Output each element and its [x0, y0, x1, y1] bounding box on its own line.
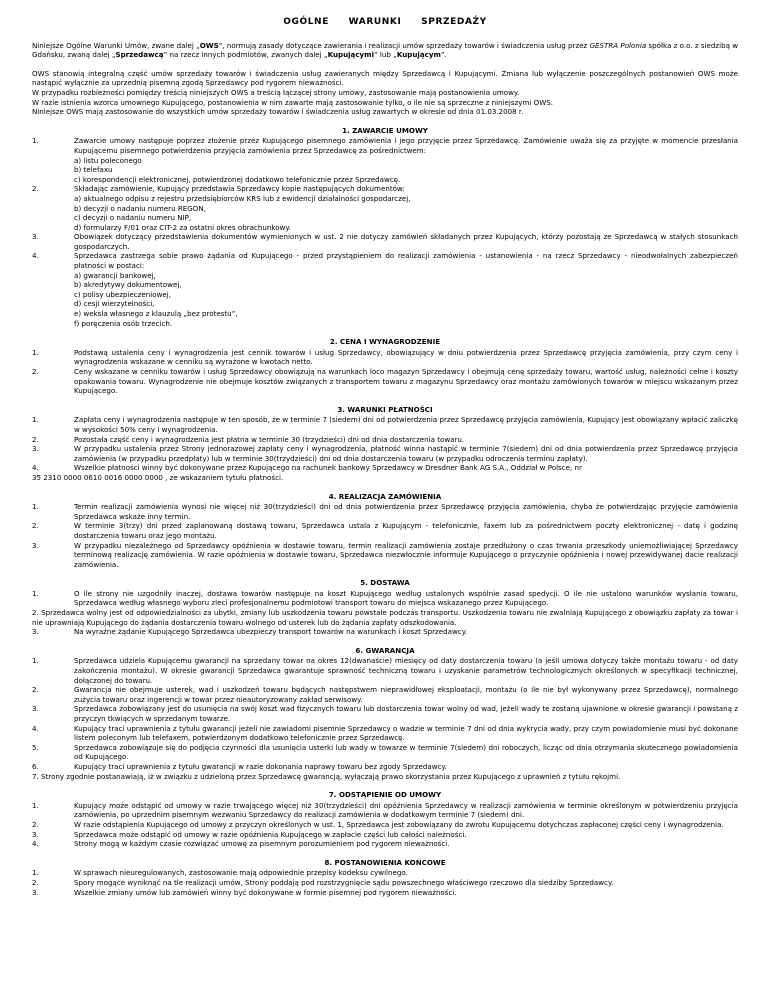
clause-number: 1. [32, 588, 39, 598]
section [32, 578, 738, 637]
intro-line: Niniejsze OWS mają zastosowanie do wszystkich umów sprzedaży towarów i świadczenia usług zawartych w okresie od dnia 01.03.2008 r. [32, 107, 524, 117]
clause-text: Kupujący traci uprawnienia z tytułu gwarancji w razie dokonania naprawy towaru bez zgody Sprzedawcy. [74, 761, 447, 771]
clause-text: W przypadku niezależnego od Sprzedawcy opóźnienia w dostawie towaru, termin realizacji zamówienia zostaje przedłużony o czas trwania przeszkody uniemożliwiającej Sprzedawcy terminową realizację zamówienia. W razie opóźnienia w dostawie towaru, Sprzedawca niezwłocznie informuje Kupującego o przyczynie opóźnienia i nowej przewidywanej dacie realizacji zamówienia. [74, 540, 738, 569]
clause-item [32, 184, 738, 194]
clause-text: W terminie 3(trzy) dni przed zaplanowaną dostawą towaru, Sprzedawca ustala z Kupującym - telefonicznie, faxem lub za pośrednictwem poczty elektronicznej - datę i godzinę dostarczenia towaru oraz jego montażu. [74, 521, 738, 540]
section [32, 646, 738, 781]
clause-number: 1. [32, 502, 39, 512]
clause-subitem: c) decyzji o nadaniu numeru NIP, [74, 213, 192, 223]
clause-paragraph: 2. Sprzedawca wolny jest od odpowiedzialności za ubytki, zmiany lub uszkodzenia towaru powstałe podczas transportu. Uszkodzenia towaru nie zwalniają Kupującego z obowiązku zapłaty za towar i nie uprawniają Kupującego do żądania dostarczenia towaru wolnego od usterek lub do żądania zapłaty odszkodowania. [32, 608, 738, 627]
clause-paragraph: 35 2310 0000 0610 0016 0000 0000 , ze wskazaniem tytułu płatności. [32, 472, 284, 482]
clause-item [32, 348, 738, 367]
clause-text: Gwarancja nie obejmuje usterek, wad i uszkodzeń towaru będących następstwem nieprawidłowej eksploatacji, montażu (o ile nie był wykonywany przez Sprzedawcę), normalnego zużycia towaru oraz ingerencji w towar przez nieautoryzowany zakład serwisowy. [74, 685, 738, 704]
clause-text: Zawarcie umowy następuje poprzez złożenie przez Kupującego pisemnego zamówienia i jego przyjęcie przez Sprzedawcę. Zamówienie uważa się za przyjęte w momencie przesłania Kupującemu pisemnego potwierdzenia przyjęcia zamówienia przez Sprzedawcę za pośrednictwem: [74, 136, 738, 155]
clause-item [32, 762, 738, 772]
clause-text: W przypadku ustalenia przez Strony jednorazowej zapłaty ceny i wynagrodzenia, płatność winna nastąpić w terminie 7(siedem) dni od dnia potwierdzenia przez Sprzedawcę przyjęcia zamówienia (w przypadku przedpłaty) lub w terminie 30(trzydzieści) dni od dnia dostarczenia towaru (w przypadku odroczenia terminu zapłaty). [74, 444, 738, 463]
clause-item [32, 251, 738, 270]
clause-text: Termin realizacji zamówienia wynosi nie więcej niż 30(trzydzieści) dni od dnia potwierdzenia przez Sprzedawcę przyjęcia zamówienia, chyba że potwierdzając przyjęcie zamówienia Sprzedawca wskaże inny termin. [74, 502, 738, 521]
clause-number: 1. [32, 868, 39, 878]
intro-notes [32, 69, 738, 117]
clause-number: 3. [32, 540, 39, 550]
clause-text: Sprzedawca udziela Kupującemu gwarancji na sprzedany towar na okres 12(dwanaście) miesięcy od daty dostarczenia towaru (a jeśli umowa dotyczy także montażu towaru - od daty zakończenia montażu). W okresie gwarancji Sprzedawca gwarantuje sprawność techniczną towaru i uzyskanie parametrów technologicznych określonych w specyfikacji technicznej, dołączonej do towaru. [74, 656, 738, 685]
clause-number: 4. [32, 839, 39, 849]
clause-item [32, 444, 738, 463]
clause-text: O ile strony nie uzgodniły inaczej, dostawa towarów następuje na koszt Kupującego według ustalonych wspólnie zasad spedycji. O ile nie ustalono warunków wysłania towaru, Sprzedawca według własnego wyboru zleci profesjonalnemu podmiotowi transport towaru do miejsca wskazanego przez Kupującego. [74, 588, 738, 608]
intro-text-run: Kupującym [396, 50, 441, 60]
clause-text: Spory mogące wyniknąć na tle realizacji umów, Strony poddają pod rozstrzygnięcie sądu powszechnego właściwego rzeczowo dla siedziby Sprzedawcy. [74, 877, 614, 887]
clause-text: Składając zamówienie, Kupujący przedstawia Sprzedawcy kopie następujących dokumentów: [74, 184, 405, 194]
clause-number: 5. [32, 742, 39, 752]
document-title: OGÓLNE WARUNKI SPRZEDAŻY [283, 17, 487, 27]
clause-item [32, 878, 738, 888]
clause-subitem: f) poręczenia osób trzecich. [74, 318, 173, 328]
intro-text-run: Niniejsze Ogólne Warunki Umów, zwane dalej „ [32, 40, 200, 50]
clause-number: 3. [32, 444, 39, 454]
intro-text-run: ”, normują zasady dotyczące zawierania i realizacji umów sprzedaży towarów i świadczenia usług przez [218, 40, 590, 50]
clause-text: W sprawach nieuregulowanych, zastosowanie mają odpowiednie przepisy kodeksu cywilnego. [74, 868, 408, 878]
clause-text: Pozostała część ceny i wynagrodzenia jest płatna w terminie 30 (trzydzieści) dni od dnia dostarczenia towaru. [74, 434, 465, 444]
clause-subitem: b) decyzji o nadaniu numeru REGON, [74, 203, 206, 213]
clause-text: Sprzedawca zobowiązuje się do podjęcia czynności dla usunięcia usterki lub wady w towarze w terminie 7(siedem) dni roboczych, licząc od dnia otrzymania skutecznego powiadomienia od Kupującego. [74, 742, 738, 762]
intro-text-run: ” lub „ [374, 50, 397, 60]
clause-item [32, 415, 738, 434]
clause-number: 2. [32, 184, 39, 194]
clause-text: Sprzedawca zobowiązany jest do usunięcia na swój koszt wad fizycznych towaru lub dostarczenia towar wolny od wad, jeżeli wady te zostaną ujawnione w okresie gwarancji i powstaną z przyczyn tkwiących w sprzedanym towarze. [74, 704, 738, 723]
clause-subitem: d) formularzy F/01 oraz CIT-2 za ostatni okres obrachunkowy. [74, 222, 291, 232]
clause-text: Sprzedawca zastrzega sobie prawo żądania od Kupującego - przed przystąpieniem do realizacji zamówienia - ustanowienia - na rzecz Sprzedawcy - nieodwołalnych zabezpieczeń płatności w postaci: [74, 251, 738, 271]
clause-item [32, 820, 738, 830]
section [32, 790, 738, 849]
clause-number: 1. [32, 136, 39, 146]
clause-text: Zapłata ceny i wynagrodzenia następuje w ten sposób, że w terminie 7 (siedem) dni od potwierdzenia przez Sprzedawcę przyjęcia zamówienia, Kupujący jest obowiązany wpłacić zaliczkę w wysokości 50% ceny i wynagrodzenia. [74, 415, 738, 434]
clause-subitem: a) aktualnego odpisu z rejestru przedsiębiorców KRS lub z ewidencji działalności gospodarczej, [74, 193, 411, 203]
clause-number: 2. [32, 819, 39, 829]
section-title: 1. ZAWARCIE UMOWY [342, 125, 428, 135]
clause-item [32, 521, 738, 540]
clause-number: 6. [32, 761, 39, 771]
clause-text: Podstawą ustalenia ceny i wynagrodzenia jest cennik towarów i usług Sprzedawcy, obowiązujący w dniu potwierdzenia przez Sprzedawcę przyjęcia zamówienia, przy czym ceny i wynagrodzenia wskazane w cenniku są wyrażone w kwotach netto. [74, 347, 738, 367]
clause-item [32, 868, 738, 878]
clause-subitem: e) weksla własnego z klauzulą „bez protestu”, [74, 309, 238, 319]
clause-item [32, 888, 738, 898]
section [32, 405, 738, 483]
clause-item [32, 830, 738, 840]
clause-subitem: d) cesji wierzytelności, [74, 299, 155, 309]
sections [32, 126, 738, 897]
clause-number: 3. [32, 232, 39, 242]
clause-subitem: b) akredytywy dokumentowej, [74, 280, 182, 290]
section-title: 5. DOSTAWA [360, 578, 410, 588]
clause-item [32, 656, 738, 685]
clause-text: Kupujący może odstąpić od umowy w razie trwającego więcej niż 30(trzydzieści) dni opóźnienia Sprzedawcy w realizacji zamówienia w terminie określonym w potwierdzeniu przyjęcia zamówienia, po uprzednim pisemnym wezwaniu Sprzedawcy do realizacji zamówienia w dodatkowym terminie 7 (siedem) dni. [74, 800, 738, 820]
section-title: 3. WARUNKI PŁATNOŚCI [337, 404, 433, 414]
clause-number: 4. [32, 723, 39, 733]
clause-number: 2. [32, 367, 39, 376]
clause-item [32, 502, 738, 521]
clause-item [32, 627, 738, 637]
clause-item [32, 136, 738, 155]
clause-number: 3. [32, 704, 39, 714]
clause-paragraph: 7. Strony zgodnie postanawiają, iż w związku z udzieloną przez Sprzedawcę gwarancją, wyłączają prawo skorzystania przez Kupującego z uprawnień z tytułu rękojmi. [32, 771, 621, 781]
clause-subitem: a) gwarancji bankowej, [74, 270, 156, 280]
section-title: 6. GWARANCJA [355, 645, 415, 655]
clause-text: Wszelkie płatności winny być dokonywane przez Kupującego na rachunek bankowy Sprzedawcy w Dresdner Bank AG S.A., Oddział w Polsce, nr [74, 463, 582, 473]
intro-text-run: Kupującymi [327, 50, 374, 60]
clause-number: 3. [32, 627, 39, 637]
clause-item [32, 801, 738, 820]
section [32, 858, 738, 897]
clause-text: W razie odstąpienia Kupującego od umowy z przyczyn określonych w ust. 1, Sprzedawca jest zobowiązany do zwrotu Kupującemu dotychczas zapłaconej części ceny i wynagrodzenia. [74, 819, 724, 829]
clause-number: 2. [32, 434, 39, 444]
intro-text-run: ”. [440, 50, 447, 60]
section-title: 7. ODSTĄPIENIE OD UMOWY [328, 790, 442, 800]
section [32, 337, 738, 396]
clause-number: 2. [32, 521, 39, 531]
clause-subitem: a) listu poleconego [74, 155, 142, 165]
clause-item [32, 435, 738, 445]
clause-text: Na wyraźne żądanie Kupującego Sprzedawca ubezpieczy transport towarów na warunkach i koszt Sprzedawcy. [74, 627, 468, 637]
section-title: 8. POSTANOWIENIA KOŃCOWE [324, 857, 446, 867]
clause-item [32, 724, 738, 743]
clause-text: Sprzedawca może odstąpić od umowy w razie opóźnienia Kupującego w zapłacie części lub całości należności. [74, 829, 467, 839]
clause-number: 4. [32, 463, 39, 473]
clause-item [32, 839, 738, 849]
clause-text: Strony mogą w każdym czasie rozwiązać umowę za pisemnym porozumieniem pod rygorem nieważności. [74, 839, 450, 849]
intro-text-run: Sprzedawcą [115, 50, 164, 60]
clause-number: 1. [32, 415, 39, 425]
intro-text-run: spółka z o.o. z siedzibą w Gdańsku, zwaną dalej „ [32, 40, 739, 60]
section [32, 492, 738, 570]
clause-item [32, 541, 738, 570]
clause-subitem: c) polisy ubezpieczeniowej, [74, 289, 171, 299]
clause-subitem: c) korespondencji elektronicznej, potwierdzonej dodatkowo telefonicznie przez Sprzedawcę. [74, 174, 401, 184]
intro-text-run: ” na rzecz innych podmiotów, zwanych dalej „ [163, 50, 328, 60]
intro-text-run: GESTRA Polonia [589, 40, 647, 50]
clause-item [32, 463, 738, 473]
clause-item [32, 685, 738, 704]
section [32, 126, 738, 328]
clause-text: Kupujący traci uprawnienia z tytułu gwarancji jeżeli nie zawiadomi pisemnie Sprzedawcy o wadzie w terminie 7 dni od dnia wykrycia wady, przy czym powiadomienie musi być dokonane listem poleconym lub telefaxem, potwierdzonym dodatkowo telefonicznie przez Sprzedawcę. [74, 723, 738, 743]
clause-item [32, 367, 738, 396]
clause-item [32, 743, 738, 762]
intro-text-run: OWS [199, 40, 219, 50]
section-title: 4. REALIZACJA ZAMÓWIENIA [328, 491, 442, 501]
clause-text: Ceny wskazane w cenniku towarów i usług Sprzedawcy obowiązują na warunkach loco magazyn Sprzedawcy i obejmują cenę sprzedaży towaru, wartość usług, należności celne i koszty opakowania towaru. Wynagrodzenie nie obejmuje kosztów związanych z transportem towaru z magazynu Sprzedawcy oraz montażu zamówionych towarów w miejscu wskazanym przez Kupującego. [74, 367, 738, 396]
intro-line: W razie istnienia wzorca umownego Kupującego, postanowienia w nim zawarte mają zastosowanie tylko, o ile nie są sprzeczne z niniejszymi OWS. [32, 97, 553, 107]
intro-paragraph [32, 41, 738, 60]
clause-number: 1. [32, 347, 39, 357]
clause-subitem: b) telefaxu [74, 165, 113, 175]
clause-number: 3. [32, 887, 39, 897]
clause-number: 2. [32, 685, 39, 695]
clause-text: Wszelkie zmiany umów lub zamówień winny być dokonywane w formie pisemnej pod rygorem nieważności. [74, 887, 457, 897]
clause-item [32, 589, 738, 608]
clause-text: Obowiązek dotyczący przedstawienia dokumentów wymienionych w ust. 2 nie dotyczy zamówień składanych przez Kupujących, którzy pozostają ze Sprzedawcą w stałych stosunkach gospodarczych. [74, 232, 738, 251]
intro-line: W przypadku rozbieżności pomiędzy treścią niniejszych OWS a treścią łączącej strony umowy, zastosowanie mają postanowienia umowy. [32, 87, 520, 97]
clause-number: 3. [32, 829, 39, 839]
clause-number: 1. [32, 800, 39, 810]
clause-item [32, 232, 738, 251]
intro-line: OWS stanowią integralną część umów sprzedaży towarów i świadczenia usług zawieranych między Sprzedawcą i Kupującymi. Zmiana lub wyłączenie poszczególnych postanowień OWS może nastąpić wyłącznie za uprzednią pisemną zgodą Sprzedawcy pod rygorem nieważności. [32, 68, 738, 88]
clause-number: 2. [32, 877, 39, 887]
clause-number: 4. [32, 251, 39, 261]
section-title: 2. CENA I WYNAGRODZENIE [329, 337, 441, 347]
clause-item [32, 704, 738, 723]
clause-number: 1. [32, 656, 39, 666]
